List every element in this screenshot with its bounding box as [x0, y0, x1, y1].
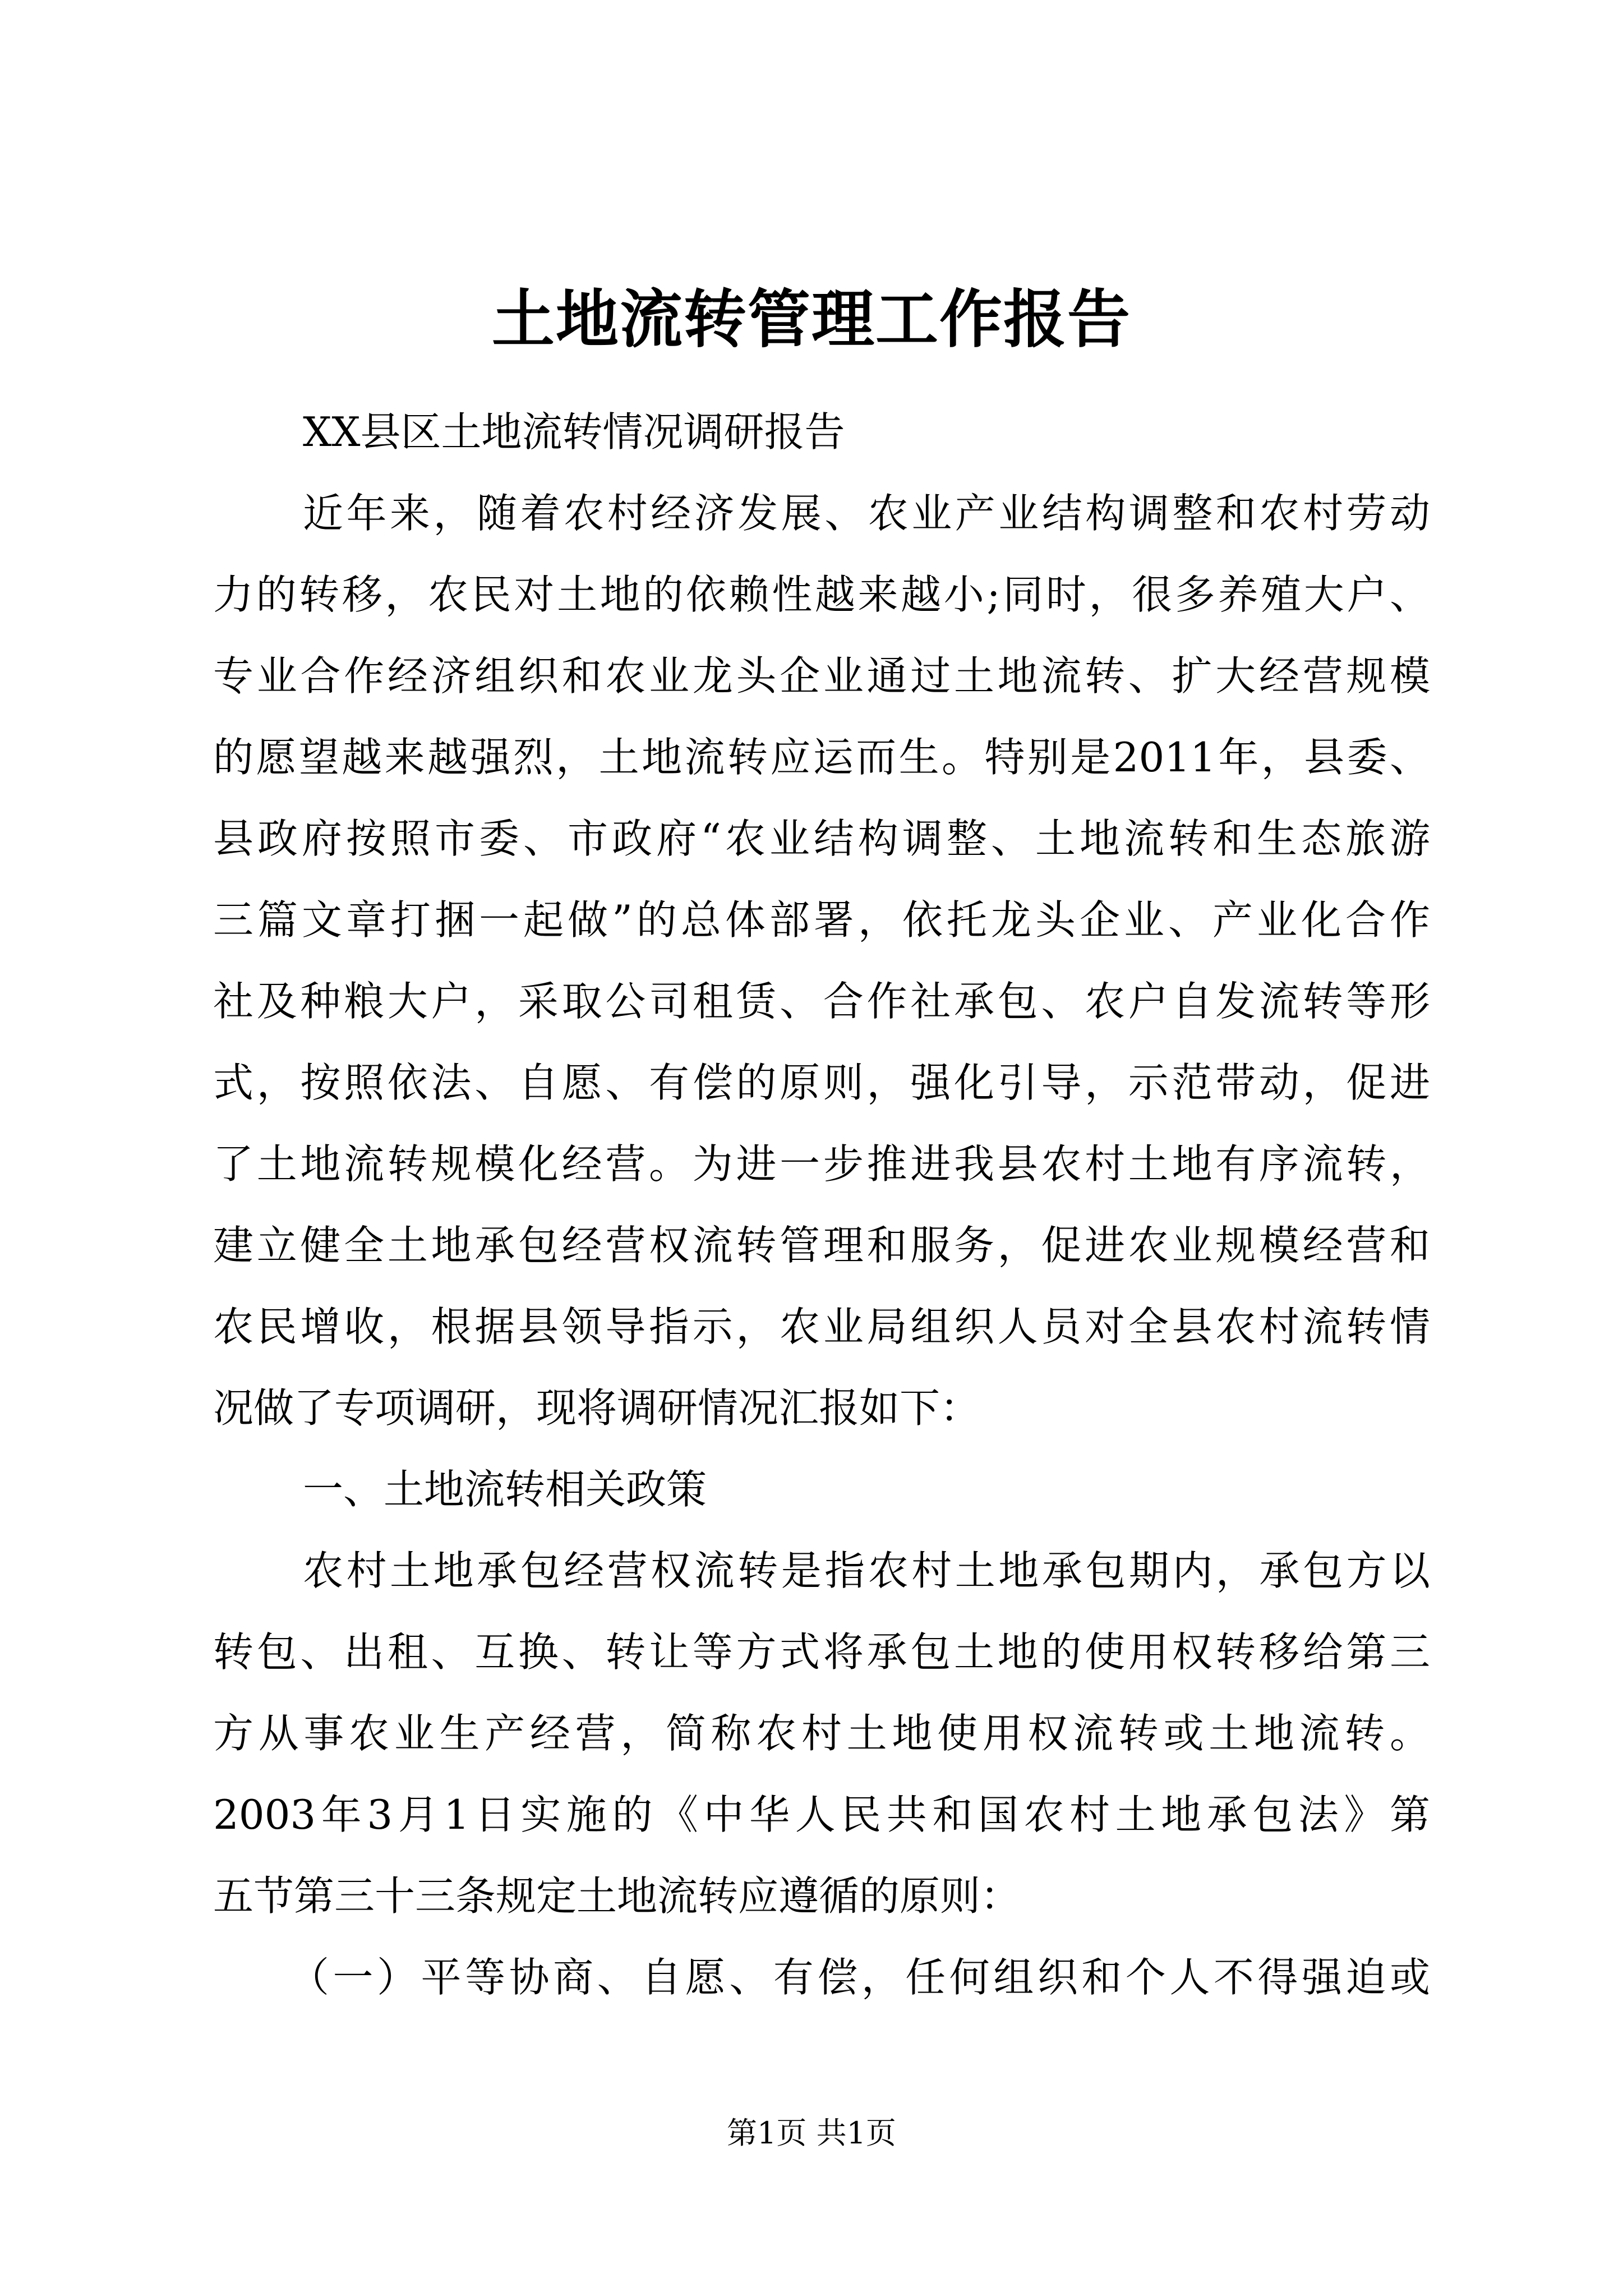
paragraph-line: 专业合作经济组织和农业龙头企业通过土地流转、扩大经营规模: [213, 652, 1430, 700]
subtitle-line: XX县区土地流转情况调研报告: [303, 408, 845, 455]
paragraph-line: 式，按照依法、自愿、有偿的原则，强化引导，示范带动，促进: [213, 1059, 1430, 1106]
paragraph-line: 农村土地承包经营权流转是指农村土地承包期内，承包方以: [303, 1547, 1430, 1594]
page-footer: 第1页 共1页: [727, 2115, 896, 2151]
list-item-line: （一）平等协商、自愿、有偿，任何组织和个人不得强迫或: [289, 1954, 1430, 2001]
paragraph-line: 2003年3月1日实施的《中华人民共和国农村土地承包法》第: [213, 1791, 1430, 1838]
paragraph-line: 县政府按照市委、市政府“农业结构调整、土地流转和生态旅游: [213, 815, 1430, 862]
paragraph-line: 转包、出租、互换、转让等方式将承包土地的使用权转移给第三: [213, 1628, 1430, 1676]
paragraph-line: 的愿望越来越强烈，土地流转应运而生。特别是2011年，县委、: [213, 734, 1430, 781]
paragraph-line: 况做了专项调研，现将调研情况汇报如下：: [213, 1384, 981, 1432]
paragraph-line: 五节第三十三条规定土地流转应遵循的原则：: [213, 1872, 1021, 1920]
document-title: 土地流转管理工作报告: [492, 283, 1131, 356]
paragraph-line: 社及种粮大户，采取公司租赁、合作社承包、农户自发流转等形: [213, 978, 1430, 1025]
paragraph-line: 近年来，随着农村经济发展、农业产业结构调整和农村劳动: [303, 490, 1430, 537]
paragraph-line: 了土地流转规模化经营。为进一步推进我县农村土地有序流转，: [213, 1140, 1430, 1188]
paragraph-line: 方从事农业生产经营，简称农村土地使用权流转或土地流转。: [213, 1710, 1430, 1757]
section-heading: 一、土地流转相关政策: [303, 1466, 707, 1513]
paragraph-line: 建立健全土地承包经营权流转管理和服务，促进农业规模经营和: [213, 1222, 1430, 1269]
paragraph-line: 农民增收，根据县领导指示，农业局组织人员对全县农村流转情: [213, 1303, 1430, 1350]
document-body: [213, 392, 1430, 2018]
paragraph-line: 三篇文章打捆一起做”的总体部署，依托龙头企业、产业化合作: [213, 896, 1430, 944]
paragraph-line: 力的转移，农民对土地的依赖性越来越小;同时，很多养殖大户、: [213, 571, 1430, 618]
